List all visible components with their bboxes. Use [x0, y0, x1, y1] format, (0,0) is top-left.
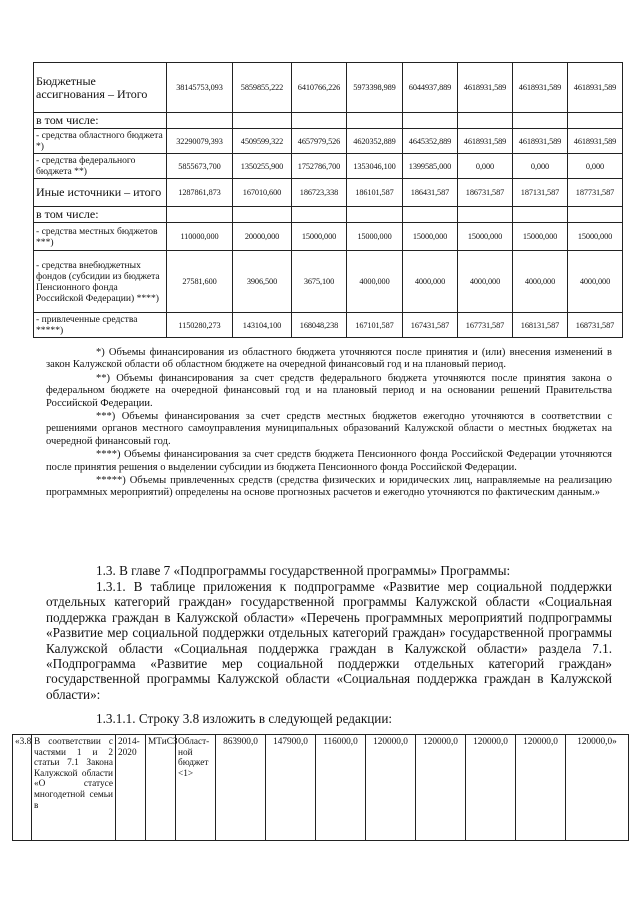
row-label: - средства внебюджетных фондов (субсидии из бюджета Пенсионного фонда Российской Федерации) ****)	[34, 251, 167, 313]
cell-value: 4618931,589	[458, 63, 513, 113]
cell-value: 6410766,226	[292, 63, 347, 113]
row-value: 120000,0	[416, 735, 466, 841]
row-value: 116000,0	[316, 735, 366, 841]
cell-value: 168048,238	[292, 313, 347, 338]
row-label: - привлеченные средства *****)	[34, 313, 167, 338]
cell-value: 5859855,222	[233, 63, 292, 113]
cell-value: 4645352,889	[403, 129, 458, 154]
cell-value: 32290079,393	[167, 129, 233, 154]
footnote: ****) Объемы финансирования за счет средств бюджета Пенсионного фонда Российской Федерации уточняются после принятия решения о выделении субсидии из бюджета Пенсионного фонда Российской Федерации.	[46, 449, 612, 473]
row-label: - средства областного бюджета *)	[34, 129, 167, 154]
section-body	[46, 579, 612, 702]
cell-value: 4000,000	[568, 251, 623, 313]
row-value: 120000,0	[366, 735, 416, 841]
table-row	[34, 179, 623, 207]
table-row	[34, 129, 623, 154]
cell-value	[292, 113, 347, 129]
cell-value: 15000,000	[513, 223, 568, 251]
table-row	[34, 251, 623, 313]
row-label: в том числе:	[34, 113, 167, 129]
row-3-8-table	[12, 734, 629, 841]
section-1-3-1: 1.3.1. В таблице приложения к подпрограмме «Развитие мер социальной поддержки отдельных категорий граждан» государственной программы Калужской области «Социальная поддержка граждан в Калужской области» «Перечень программных мероприятий подпрограммы «Развитие мер социальной поддержки отдельных категорий граждан» государственной программы Калужской области «Социальная поддержка граждан в Калужской области» раздела 7.1. «Подпрограмма «Развитие мер социальной поддержки отдельных категорий граждан» государственной программы Калужской области «Социальная поддержка граждан в Калужской области»:	[46, 579, 612, 702]
row-value: 147900,0	[266, 735, 316, 841]
cell-value: 4000,000	[458, 251, 513, 313]
row-description: В соответствии с частями 1 и 2 статьи 7.1 Закона Калужской области «О статусе многодетной семьи в	[32, 735, 116, 841]
table-row	[34, 207, 623, 223]
cell-value: 1287861,873	[167, 179, 233, 207]
cell-value: 4618931,589	[568, 63, 623, 113]
section-heading	[46, 563, 612, 578]
cell-value	[167, 113, 233, 129]
cell-value: 168731,587	[568, 313, 623, 338]
cell-value: 27581,600	[167, 251, 233, 313]
row-years: 2014-2020	[116, 735, 146, 841]
cell-value: 110000,000	[167, 223, 233, 251]
table-row	[34, 313, 623, 338]
cell-value: 20000,000	[233, 223, 292, 251]
cell-value	[403, 207, 458, 223]
table-row	[34, 223, 623, 251]
cell-value: 15000,000	[403, 223, 458, 251]
cell-value: 186101,587	[347, 179, 403, 207]
cell-value: 4618931,589	[513, 63, 568, 113]
cell-value	[233, 207, 292, 223]
cell-value: 4000,000	[347, 251, 403, 313]
cell-value: 15000,000	[568, 223, 623, 251]
cell-value: 4618931,589	[513, 129, 568, 154]
cell-value: 167101,587	[347, 313, 403, 338]
row-value: 863900,0	[216, 735, 266, 841]
cell-value	[568, 207, 623, 223]
row-label: - средства местных бюджетов ***)	[34, 223, 167, 251]
row-value: 120000,0	[516, 735, 566, 841]
cell-value: 4000,000	[403, 251, 458, 313]
cell-value	[568, 113, 623, 129]
cell-value: 1150280,273	[167, 313, 233, 338]
cell-value: 15000,000	[347, 223, 403, 251]
cell-value: 187131,587	[513, 179, 568, 207]
cell-value: 4000,000	[513, 251, 568, 313]
cell-value: 167010,600	[233, 179, 292, 207]
row-executor: МТиСЗ	[146, 735, 176, 841]
cell-value	[458, 113, 513, 129]
footnote: ***) Объемы финансирования за счет средств местных бюджетов ежегодно уточняются в соответствии с решениями органов местного самоуправления муниципальных образований Калужской области о местных бюджетах на очередной финансовый год.	[46, 411, 612, 447]
section-1-3: 1.3. В главе 7 «Подпрограммы государственной программы» Программы:	[96, 563, 511, 578]
table-row	[34, 63, 623, 113]
cell-value: 186723,338	[292, 179, 347, 207]
cell-value: 4620352,889	[347, 129, 403, 154]
cell-value	[403, 113, 458, 129]
section-instruction	[46, 711, 612, 726]
cell-value: 0,000	[568, 154, 623, 179]
cell-value: 0,000	[458, 154, 513, 179]
table-row	[34, 154, 623, 179]
cell-value: 38145753,093	[167, 63, 233, 113]
cell-value: 167731,587	[458, 313, 513, 338]
cell-value: 167431,587	[403, 313, 458, 338]
cell-value: 0,000	[513, 154, 568, 179]
cell-value: 186431,587	[403, 179, 458, 207]
cell-value: 4509599,322	[233, 129, 292, 154]
cell-value	[513, 113, 568, 129]
cell-value: 187731,587	[568, 179, 623, 207]
section-1-3-1-1: 1.3.1.1. Строку 3.8 изложить в следующей редакции:	[96, 711, 393, 726]
footnotes	[46, 347, 612, 501]
cell-value	[167, 207, 233, 223]
row-number: «3.8	[13, 735, 32, 841]
cell-value: 168131,587	[513, 313, 568, 338]
cell-value: 15000,000	[292, 223, 347, 251]
row-label: Бюджетные ассигнования – Итого	[34, 63, 167, 113]
cell-value: 5973398,989	[347, 63, 403, 113]
cell-value	[233, 113, 292, 129]
row-label: Иные источники – итого	[34, 179, 167, 207]
cell-value	[292, 207, 347, 223]
cell-value: 4618931,589	[568, 129, 623, 154]
row-value: 120000,0»	[566, 735, 629, 841]
table-row	[34, 113, 623, 129]
cell-value: 15000,000	[458, 223, 513, 251]
cell-value: 3906,500	[233, 251, 292, 313]
cell-value: 3675,100	[292, 251, 347, 313]
cell-value: 186731,587	[458, 179, 513, 207]
row-label: в том числе:	[34, 207, 167, 223]
cell-value: 4618931,589	[458, 129, 513, 154]
cell-value: 1399585,000	[403, 154, 458, 179]
table-row	[13, 735, 629, 841]
cell-value: 4657979,526	[292, 129, 347, 154]
footnote: *****) Объемы привлеченных средств (средства физических и юридических лиц, направляемые на реализацию программных мероприятий) определены на основе прогнозных расчетов и ежегодно уточняются по фактическим данным.»	[46, 475, 612, 499]
cell-value: 1350255,900	[233, 154, 292, 179]
cell-value: 6044937,889	[403, 63, 458, 113]
cell-value: 143104,100	[233, 313, 292, 338]
footnote: *) Объемы финансирования из областного бюджета уточняются после принятия и (или) внесения изменений в закон Калужской области об областном бюджете на очередной финансовый год и на плановый период.	[46, 347, 612, 371]
footnote: **) Объемы финансирования за счет средств федерального бюджета уточняются после принятия закона о федеральном бюджете на очередной финансовый год и на плановый период и на основании решений Правительства Российской Федерации.	[46, 372, 612, 409]
cell-value: 1752786,700	[292, 154, 347, 179]
cell-value	[347, 207, 403, 223]
cell-value	[513, 207, 568, 223]
cell-value	[458, 207, 513, 223]
row-source: Област-ной бюджет <1>	[176, 735, 216, 841]
cell-value: 1353046,100	[347, 154, 403, 179]
cell-value	[347, 113, 403, 129]
row-label: - средства федерального бюджета **)	[34, 154, 167, 179]
cell-value: 5855673,700	[167, 154, 233, 179]
budget-table	[33, 62, 623, 338]
row-value: 120000,0	[466, 735, 516, 841]
